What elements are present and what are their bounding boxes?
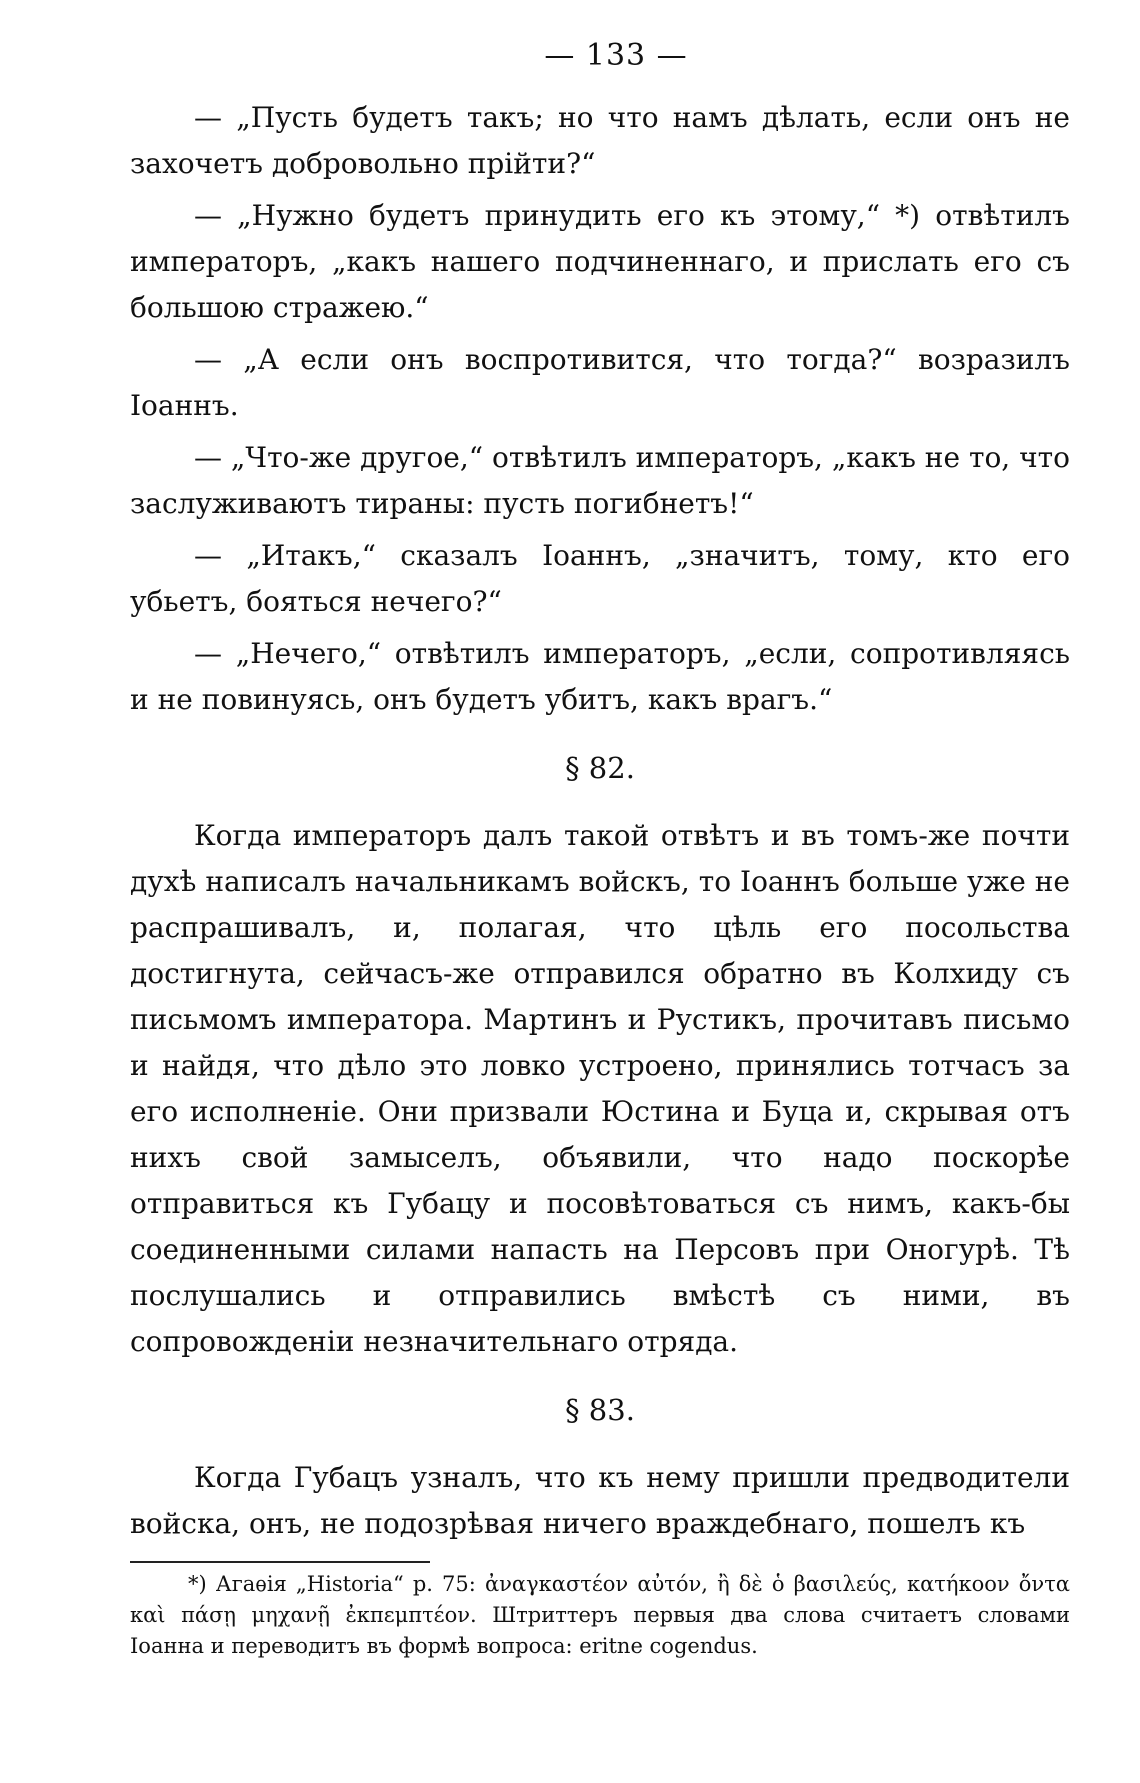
section-82-text: Когда императоръ далъ такой отвѣтъ и въ томъ-же почти духѣ написалъ начальникамъ войскъ, то Іоаннъ больше уже не распрашивалъ, и, полагая, что цѣль его посольства достигнута, сейчасъ-же отправился обратно въ Колхиду съ письмомъ императора. Мартинъ и Рустикъ, прочитавъ письмо и найдя, что дѣло это ловко устроено, принялись тотчасъ за его исполненіе. Они призвали Юстина и Буца и, скрывая отъ нихъ свой замыселъ, объявили, что надо поскорѣе отправиться къ Губацу и посовѣтоваться съ нимъ, какъ-бы соединенными силами напасть на Персовъ при Оногурѣ. Тѣ послушались и отправились вмѣстѣ съ ними, въ сопровожденіи незначительнаго отряда.: [130, 819, 1070, 1358]
dialogue-line-2: — „Нужно будетъ принудить его къ этому,“ *) отвѣтилъ императоръ, „какъ нашего подчиненнаго, и прислать его съ большою стражею.“: [130, 199, 1070, 324]
dialogue-line-1: — „Пусть будетъ такъ; но что намъ дѣлать, если онъ не захочетъ добровольно прійти?“: [130, 101, 1070, 180]
section-83-text: Когда Губацъ узналъ, что къ нему пришли предводители войска, онъ, не подозрѣвая ничего враждебнаго, пошелъ къ: [130, 1461, 1070, 1540]
dialogue-line-3: — „А если онъ воспротивится, что тогда?“ возразилъ Іоаннъ.: [130, 343, 1070, 422]
section-82-heading: § 82.: [565, 751, 635, 785]
section-83-heading: § 83.: [565, 1393, 635, 1427]
dialogue-line-5: — „Итакъ,“ сказалъ Іоаннъ, „значитъ, тому, кто его убьетъ, бояться нечего?“: [130, 539, 1070, 618]
page-number: — 133 —: [544, 38, 688, 73]
book-page: [130, 38, 1070, 1662]
dialogue-line-4: — „Что-же другое,“ отвѣтилъ императоръ, „какъ не то, что заслуживаютъ тираны: пусть погибнетъ!“: [130, 441, 1070, 520]
footnote: *) Агаѳія „Historia“ p. 75: ἀναγκαστέον αὐτόν, ἢ δὲ ὁ βασιλεύς, κατήκοον ὄντα καὶ πάσῃ μηχανῇ ἐκπεμπτέον. Штриттеръ первыя два слова считаетъ словами Іоанна и переводитъ въ формѣ вопроса: eritne cogendus.: [130, 1572, 1070, 1658]
footnote-divider: [130, 1561, 430, 1563]
dialogue-line-6: — „Нечего,“ отвѣтилъ императоръ, „если, сопротивляясь и не повинуясь, онъ будетъ убитъ, какъ врагъ.“: [130, 637, 1070, 716]
